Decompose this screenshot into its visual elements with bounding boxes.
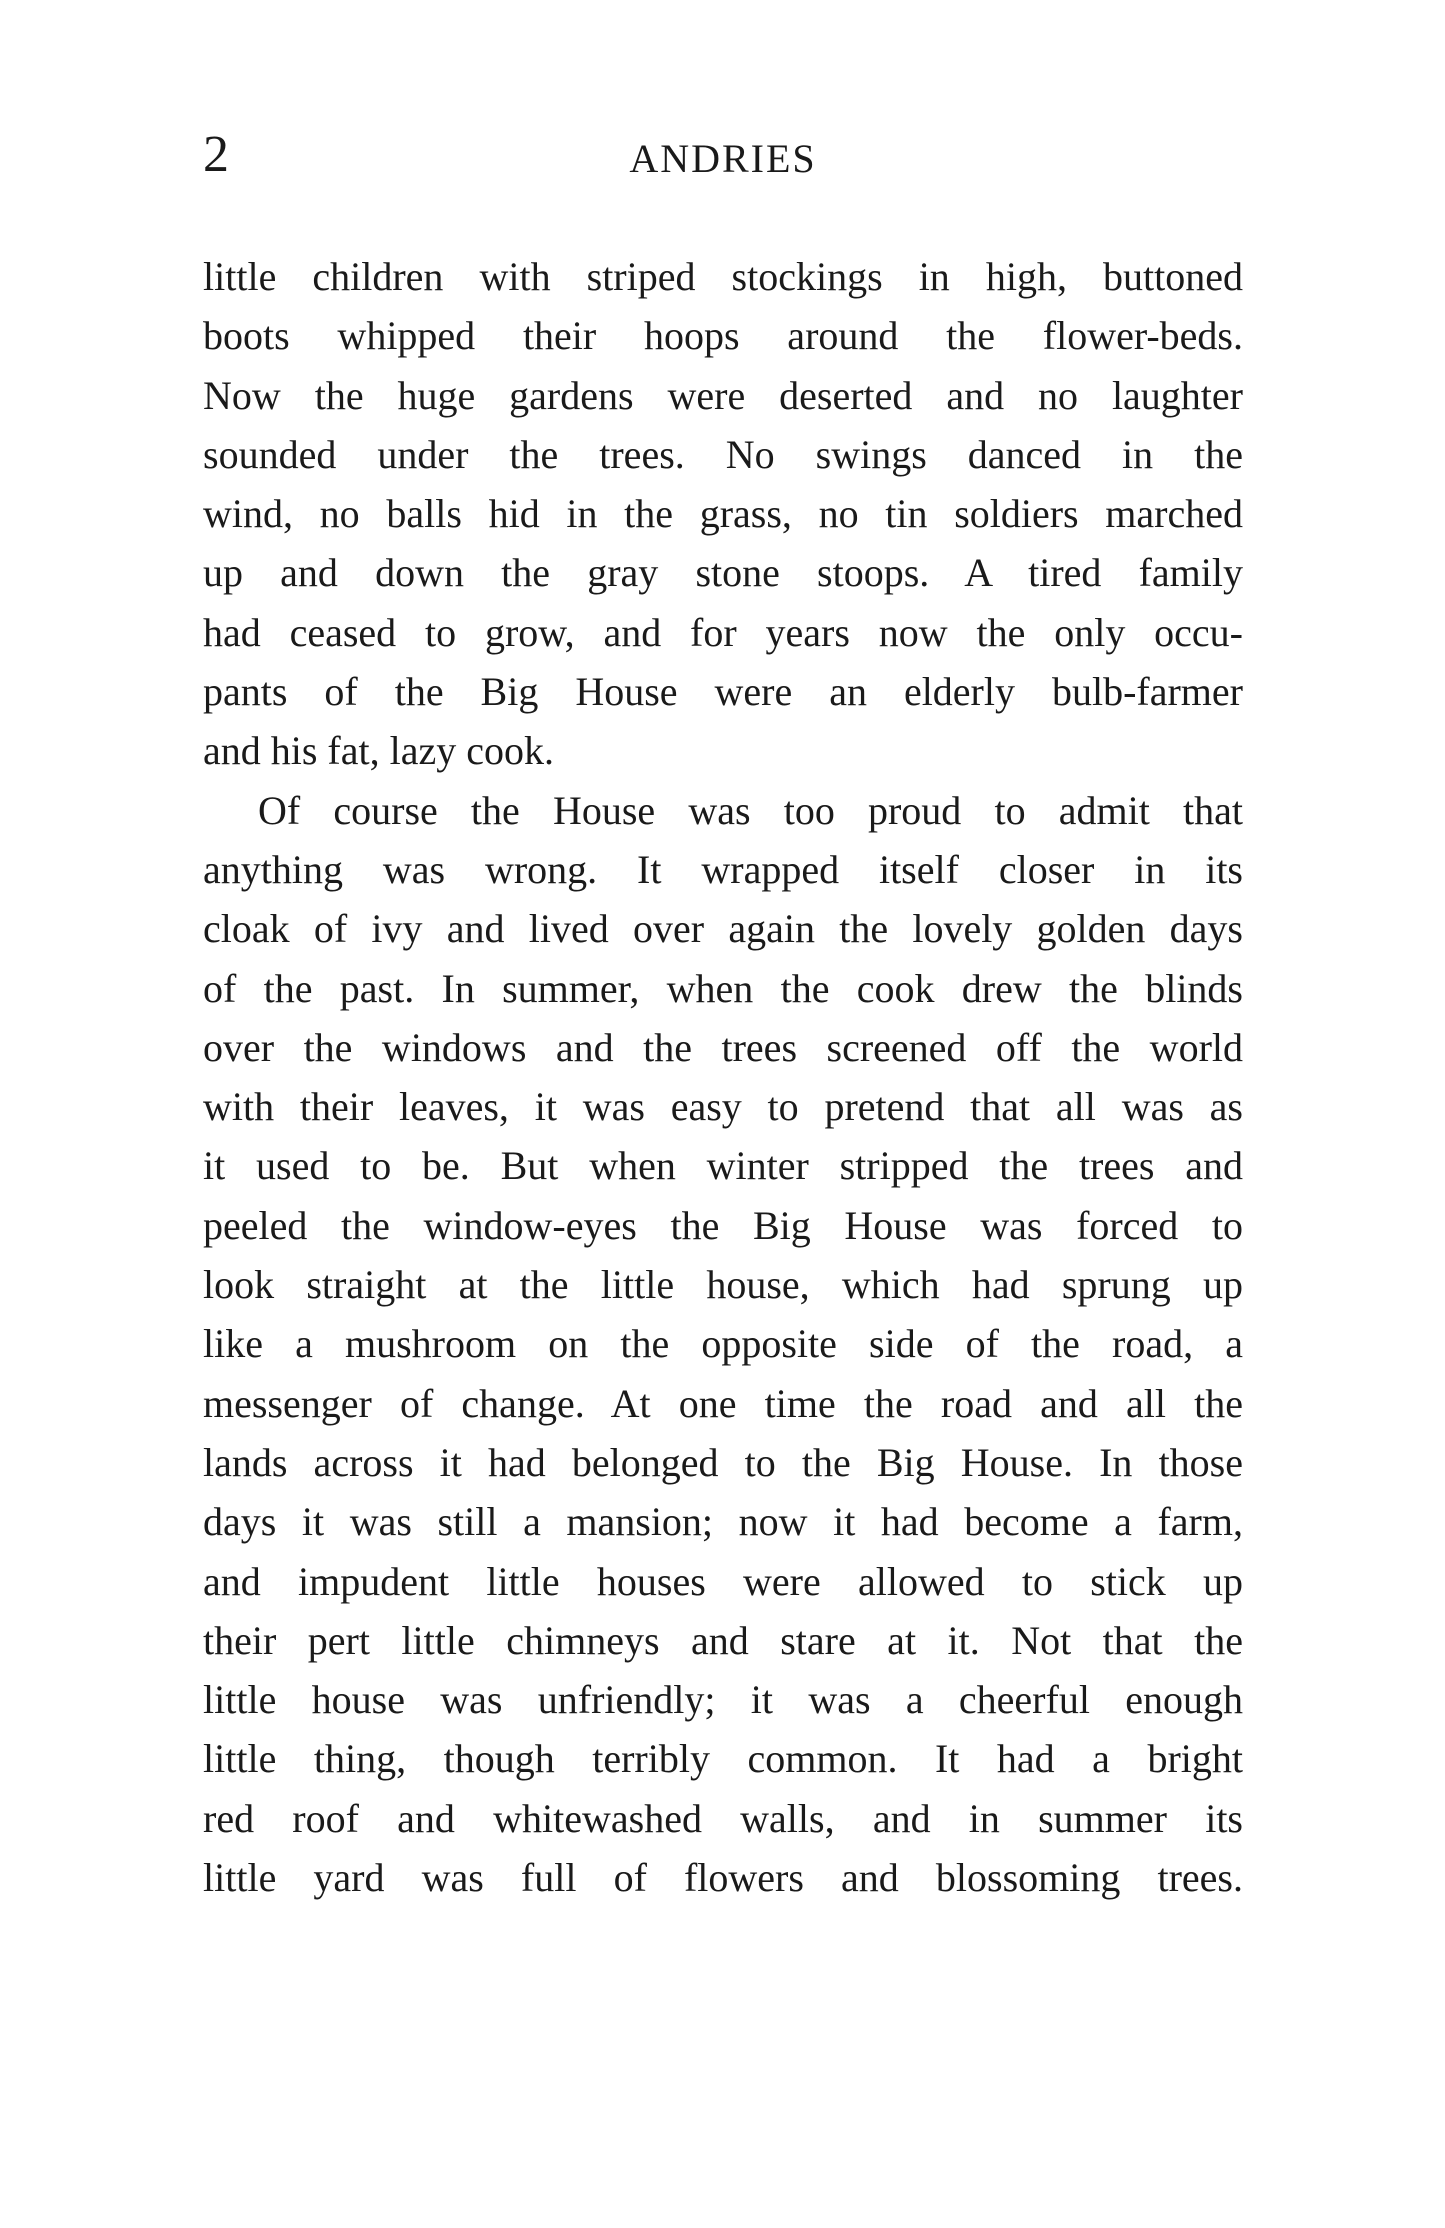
body-line: messenger of change. At one time the road and all the — [203, 1380, 1243, 1426]
body-line: their pert little chimneys and stare at it. Not that the — [203, 1617, 1243, 1663]
running-title: ANDRIES — [629, 136, 817, 181]
body-line: little yard was full of flowers and blossoming trees. — [203, 1855, 1243, 1901]
body-line: like a mushroom on the opposite side of the road, a — [203, 1321, 1243, 1367]
body-line: boots whipped their hoops around the flower-beds. — [203, 313, 1243, 359]
body-line: days it was still a mansion; now it had become a farm, — [203, 1499, 1243, 1545]
body-line: anything was wrong. It wrapped itself closer in its — [203, 846, 1243, 892]
body-line-paragraph-start: Of course the House was too proud to admit that — [258, 787, 1243, 833]
body-line: over the windows and the trees screened off the world — [203, 1024, 1243, 1070]
body-line: little thing, though terribly common. It had a bright — [203, 1736, 1243, 1782]
body-line: with their leaves, it was easy to pretend that all was as — [203, 1084, 1243, 1130]
body-line: wind, no balls hid in the grass, no tin soldiers marched — [203, 491, 1243, 537]
body-line: lands across it had belonged to the Big House. In those — [203, 1439, 1243, 1485]
body-line: it used to be. But when winter stripped the trees and — [203, 1143, 1243, 1189]
body-line-paragraph-end: and his fat, lazy cook. — [203, 728, 554, 774]
body-line: look straight at the little house, which had sprung up — [203, 1262, 1243, 1308]
body-line: Now the huge gardens were deserted and no laughter — [203, 372, 1243, 418]
body-line: of the past. In summer, when the cook drew the blinds — [203, 965, 1243, 1011]
body-line: little house was unfriendly; it was a cheerful enough — [203, 1677, 1243, 1723]
body-line: red roof and whitewashed walls, and in summer its — [203, 1795, 1243, 1841]
body-line: and impudent little houses were allowed to stick up — [203, 1558, 1243, 1604]
body-line: little children with striped stockings in high, buttoned — [203, 254, 1243, 299]
body-line: cloak of ivy and lived over again the lovely golden days — [203, 906, 1243, 952]
body-line: up and down the gray stone stoops. A tired family — [203, 550, 1243, 596]
body-line: sounded under the trees. No swings danced in the — [203, 431, 1243, 477]
body-line: pants of the Big House were an elderly bulb-farmer — [203, 669, 1243, 715]
page-number: 2 — [203, 126, 229, 183]
body-line: had ceased to grow, and for years now the only occu- — [203, 609, 1243, 655]
body-line: peeled the window-eyes the Big House was forced to — [203, 1202, 1243, 1248]
body-text-block — [203, 247, 1243, 1907]
